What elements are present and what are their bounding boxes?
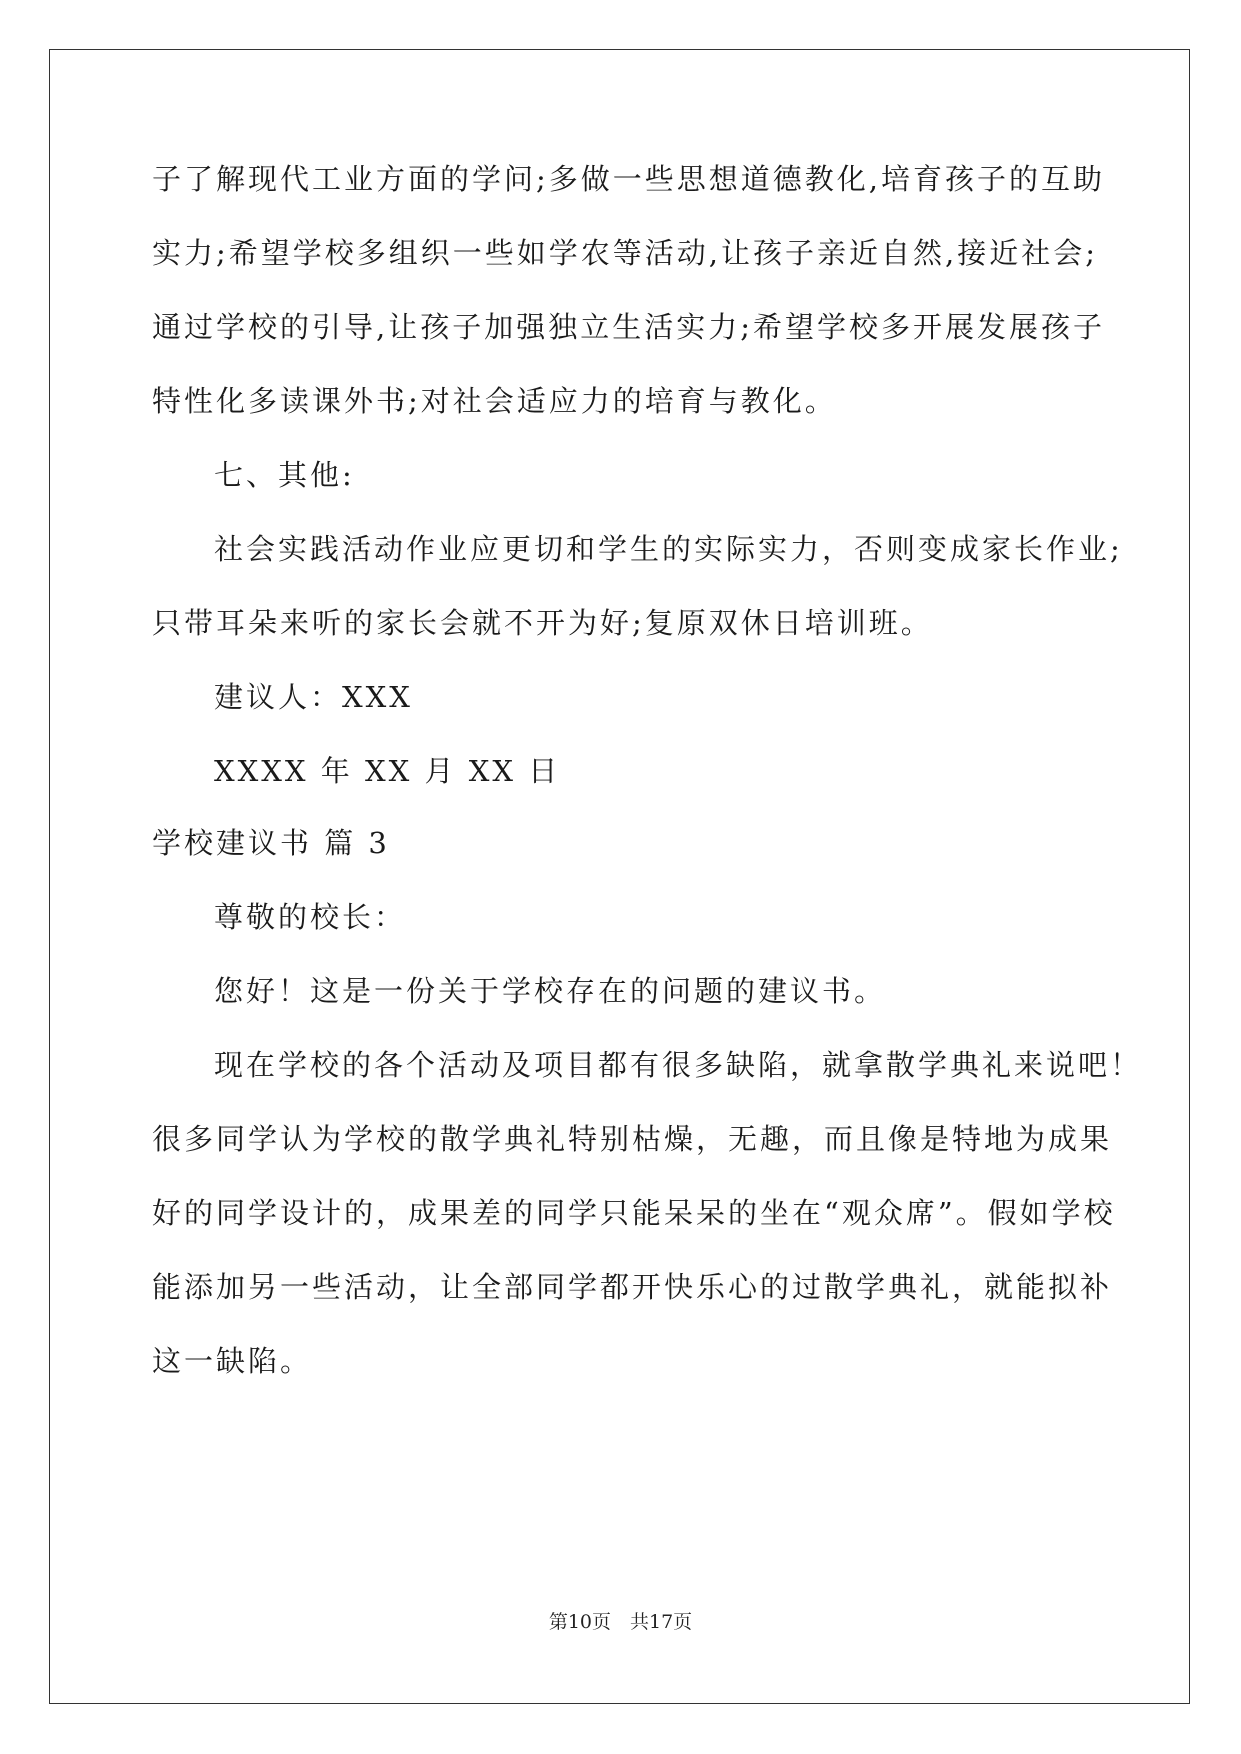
section-title: 学校建议书 篇 3 bbox=[152, 826, 390, 860]
paragraph-line: 很多同学认为学校的散学典礼特别枯燥，无趣，而且像是特地为成果 bbox=[152, 1122, 1113, 1156]
proposer-line: 建议人：XXX bbox=[214, 680, 413, 714]
paragraph-line: 这一缺陷。 bbox=[152, 1344, 313, 1378]
paragraph-line: 好的同学设计的，成果差的同学只能呆呆的坐在“观众席”。假如学校 bbox=[152, 1196, 1116, 1230]
paragraph-line: 只带耳朵来听的家长会就不开为好;复原双休日培训班。 bbox=[152, 606, 933, 640]
greeting-line: 您好！这是一份关于学校存在的问题的建议书。 bbox=[214, 974, 887, 1008]
paragraph-line: 实力;希望学校多组织一些如学农等活动,让孩子亲近自然,接近社会; bbox=[152, 236, 1098, 270]
paragraph-line: 社会实践活动作业应更切和学生的实际实力，否则变成家长作业; bbox=[214, 532, 1123, 566]
section-heading-other: 七、其他: bbox=[214, 458, 355, 492]
salutation: 尊敬的校长： bbox=[214, 900, 407, 934]
page-number-footer: 第10页 共17页 bbox=[548, 1611, 693, 1633]
paragraph-line: 子了解现代工业方面的学问;多做一些思想道德教化,培育孩子的互助 bbox=[152, 162, 1105, 196]
paragraph-line: 现在学校的各个活动及项目都有很多缺陷，就拿散学典礼来说吧！ bbox=[214, 1048, 1143, 1082]
paragraph-line: 特性化多读课外书;对社会适应力的培育与教化。 bbox=[152, 384, 837, 418]
paragraph-line: 能添加另一些活动，让全部同学都开快乐心的过散学典礼，就能拟补 bbox=[152, 1270, 1113, 1304]
paragraph-line: 通过学校的引导,让孩子加强独立生活实力;希望学校多开展发展孩子 bbox=[152, 310, 1105, 344]
date-line: XXXX 年 XX 月 XX 日 bbox=[214, 754, 561, 788]
page-border bbox=[49, 49, 1190, 1704]
